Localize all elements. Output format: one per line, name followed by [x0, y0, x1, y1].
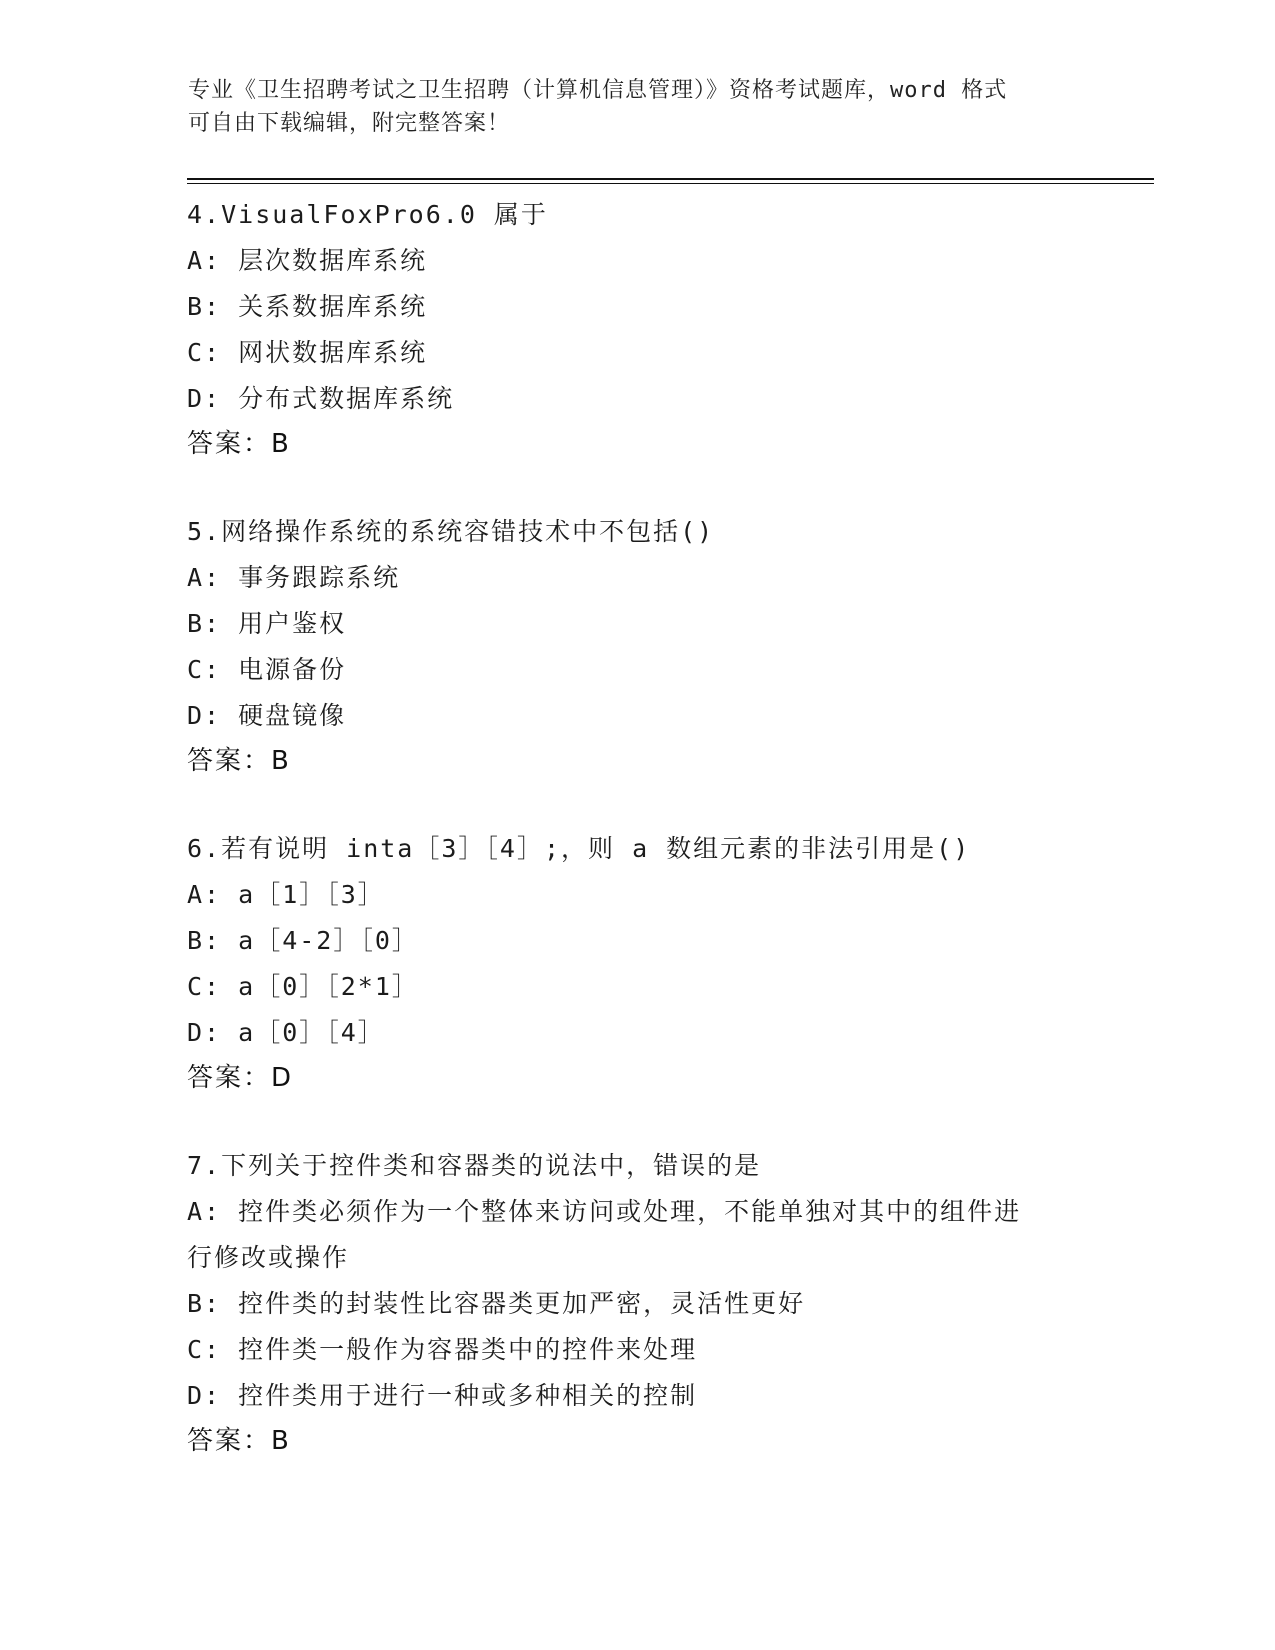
question-title: 5.网络操作系统的系统容错技术中不包括() [187, 517, 715, 546]
option-a-continued: 行修改或操作 [187, 1243, 350, 1272]
answer-line: 答案：B [187, 746, 291, 776]
option-c: C: 电源备份 [187, 655, 347, 684]
header-line-2: 可自由下载编辑，附完整答案！ [188, 111, 511, 136]
option-d: D: 硬盘镜像 [187, 701, 347, 730]
option-b: B: a［4-2］［0］ [187, 926, 419, 955]
option-b: B: 用户鉴权 [187, 609, 347, 638]
option-d: D: 控件类用于进行一种或多种相关的控制 [187, 1381, 698, 1410]
option-b: B: 关系数据库系统 [187, 292, 428, 321]
question-title: 7.下列关于控件类和容器类的说法中，错误的是 [187, 1151, 762, 1180]
option-c: C: 控件类一般作为容器类中的控件来处理 [187, 1335, 698, 1364]
option-a: A: 事务跟踪系统 [187, 563, 401, 592]
option-a: A: 控件类必须作为一个整体来访问或处理，不能单独对其中的组件进 [187, 1197, 1022, 1226]
answer-line: 答案：D [187, 1063, 294, 1093]
header-divider-thick [187, 178, 1154, 180]
question-title: 4.VisualFoxPro6.0 属于 [187, 200, 548, 229]
option-d: D: 分布式数据库系统 [187, 384, 455, 413]
option-a: A: 层次数据库系统 [187, 246, 428, 275]
document-header [188, 74, 1068, 140]
option-c: C: a［0］［2*1］ [187, 972, 419, 1001]
question-list [187, 192, 1087, 1506]
option-d: D: a［0］［4］ [187, 1018, 385, 1047]
option-c: C: 网状数据库系统 [187, 338, 428, 367]
question-title: 6.若有说明 inta［3］［4］;，则 a 数组元素的非法引用是() [187, 834, 971, 863]
answer-line: 答案：B [187, 429, 291, 459]
question-5 [187, 509, 1087, 783]
header-divider-thin [187, 183, 1154, 184]
option-b: B: 控件类的封装性比容器类更加严密，灵活性更好 [187, 1289, 806, 1318]
option-a: A: a［1］［3］ [187, 880, 385, 909]
answer-line: 答案：B [187, 1426, 291, 1456]
question-6 [187, 826, 1087, 1100]
header-line-1: 专业《卫生招聘考试之卫生招聘（计算机信息管理）》资格考试题库，word 格式 [188, 78, 1008, 103]
question-7 [187, 1143, 1087, 1463]
question-4 [187, 192, 1087, 466]
